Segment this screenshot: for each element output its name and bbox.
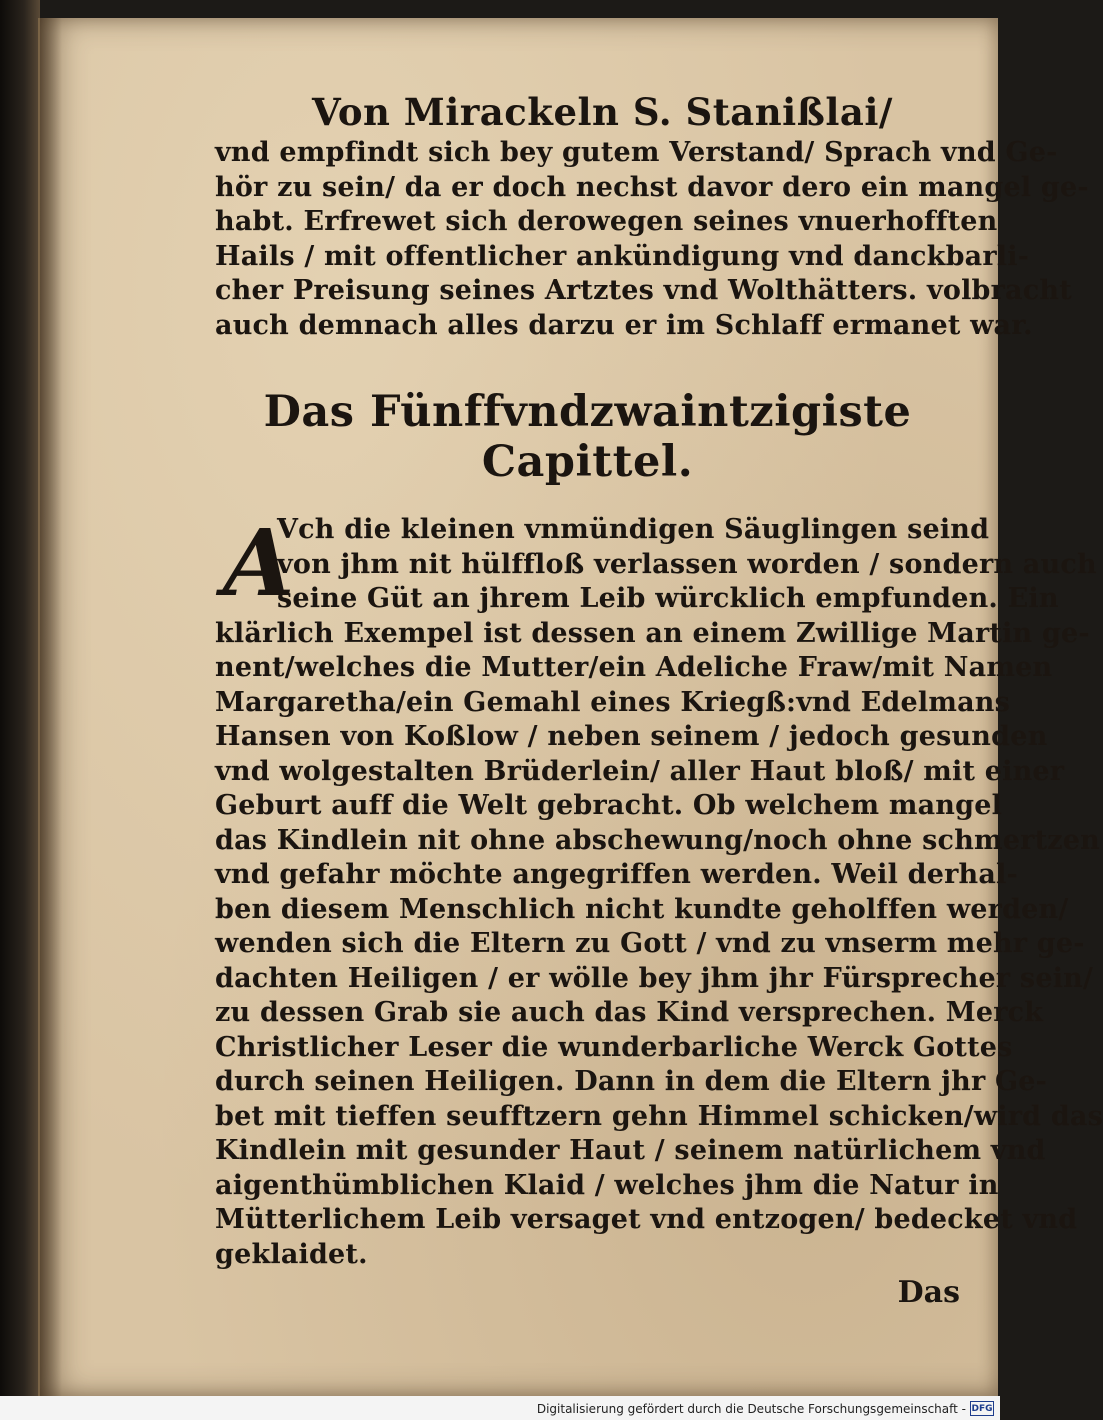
text-line: von jhm nit hülffloß verlassen worden / sondern auch xyxy=(277,548,1097,580)
text-line: hör zu sein/ da er doch nechst davor dero ein mangel ge- xyxy=(215,171,1089,203)
text-line: zu dessen Grab sie auch das Kind versprechen. Merck xyxy=(215,997,1044,1028)
paragraph-1 xyxy=(215,136,1089,343)
text-line: aigenthümblichen Klaid / welches jhm die Natur in xyxy=(215,1169,999,1201)
text-line: vnd gefahr möchte angegriffen werden. Weil derhal- xyxy=(215,859,1018,890)
book-binding-edge xyxy=(0,0,40,1400)
text-line: Margaretha/ein Gemahl eines Kriegß:vnd Edelmans xyxy=(215,686,1011,718)
text-line: Hails / mit offentlicher ankündigung vnd danckbarli- xyxy=(215,240,1030,272)
text-line: vnd empfindt sich bey gutem Verstand/ Sprach vnd Ge- xyxy=(215,137,1058,168)
text-line: habt. Erfrewet sich derowegen seines vnuerhofften xyxy=(215,206,998,237)
text-line: seine Güt an jhrem Leib würcklich empfunden. Ein xyxy=(277,583,1059,614)
text-line: klärlich Exempel ist dessen an einem Zwillige Martin ge- xyxy=(215,617,1090,649)
text-line: bet mit tieffen seufftzern gehn Himmel schicken/wird das xyxy=(215,1100,1103,1132)
text-line: Kindlein mit gesunder Haut / seinem natürlichem vnd xyxy=(215,1135,1046,1166)
text-line: dachten Heiligen / er wölle bey jhm jhr Fürsprecher sein/ xyxy=(215,962,1094,994)
text-line: Christlicher Leser die wunderbarliche Werck Gottes xyxy=(215,1031,1013,1063)
text-line: Mütterlichem Leib versaget vnd entzogen/ bedecket vnd xyxy=(215,1204,1078,1235)
text-line: durch seinen Heiligen. Dann in dem die Eltern jhr Ge- xyxy=(215,1066,1048,1097)
text-line: vnd wolgestalten Brüderlein/ aller Haut bloß/ mit einer xyxy=(215,755,1065,787)
book-page xyxy=(38,18,1103,1396)
footer-credit-text: Digitalisierung gefördert durch die Deutsche Forschungsgemeinschaft - xyxy=(536,1402,966,1416)
text-line: geklaidet. xyxy=(215,1238,368,1270)
chapter-title: Das Fünffvndzwaintzigiste Capittel. xyxy=(263,387,912,487)
text-line: ben diesem Menschlich nicht kundte geholffen werden/ xyxy=(215,893,1069,925)
digitization-footer xyxy=(0,1396,1000,1420)
text-line: nent/welches die Mutter/ein Adeliche Fraw/mit Namen xyxy=(215,652,1053,683)
catchword: Das xyxy=(897,1275,960,1310)
text-line: Geburt auff die Welt gebracht. Ob welchem mangel xyxy=(215,790,1003,821)
text-line: auch demnach alles darzu er im Schlaff ermanet war. xyxy=(215,309,1033,341)
page-text-block xyxy=(215,80,1103,1310)
text-line: Vch die kleinen vnmündigen Säuglingen seind xyxy=(277,514,990,545)
dfg-logo-icon: DFG xyxy=(970,1401,994,1416)
drop-cap-initial: A xyxy=(223,509,295,617)
text-line: cher Preisung seines Artztes vnd Wolthätters. volbracht xyxy=(215,275,1072,306)
text-line: wenden sich die Eltern zu Gott / vnd zu vnserm mehr ge- xyxy=(215,928,1085,959)
text-line: das Kindlein nit ohne abschewung/noch ohne schmertzen xyxy=(215,824,1101,856)
paragraph-2 xyxy=(215,509,1103,1272)
text-line: Hansen von Koßlow / neben seinem / jedoch gesunden xyxy=(215,721,1048,752)
running-head: Von Mirackeln S. Stanißlai/ xyxy=(312,90,893,134)
